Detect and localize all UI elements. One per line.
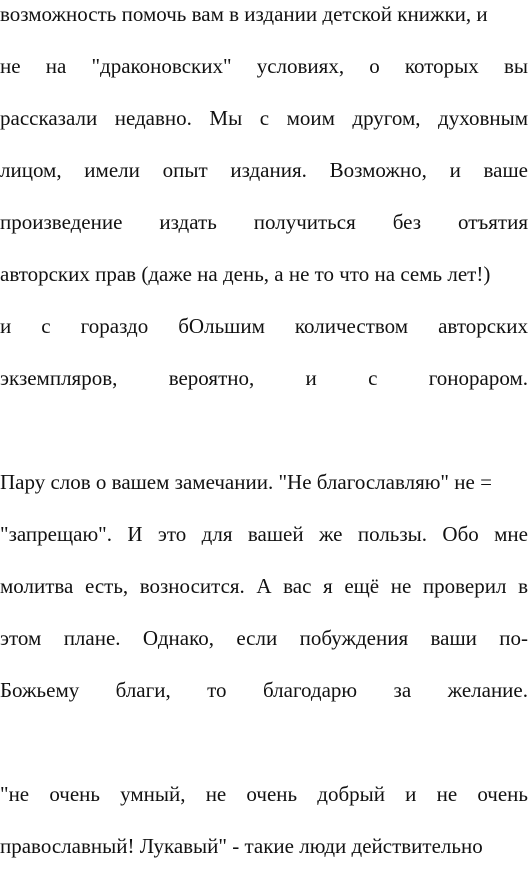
text-line: возможность помочь вам в издании детской книжки, и [0, 2, 488, 26]
text-line: не на "драконовских" условиях, о которых вы [0, 54, 528, 78]
text-line: лицом, имели опыт издания. Возможно, и ваше [0, 158, 528, 182]
text-line: экземпляров, вероятно, и с гонораром. [0, 366, 528, 390]
text-line: и с гораздо бОльшим количеством авторских [0, 314, 528, 338]
paragraph-1 [0, 0, 528, 404]
paragraph-3 [0, 768, 528, 872]
text-line: авторских прав (даже на день, а не то что на семь лет!) [0, 262, 491, 286]
text-line: Божьему благи, то благодарю за желание. [0, 678, 528, 702]
text-line: "не очень умный, не очень добрый и не очень [0, 782, 528, 806]
text-line: Пару слов о вашем замечании. "Не благославляю" не = [0, 470, 492, 494]
text-line: произведение издать получиться без отъятия [0, 210, 528, 234]
text-line: этом плане. Однако, если побуждения ваши по- [0, 626, 528, 650]
text-line: "запрещаю". И это для вашей же пользы. Обо мне [0, 522, 528, 546]
paragraph-gap [0, 716, 528, 768]
text-line: православный! Лукавый" - такие люди действительно [0, 834, 483, 858]
paragraph-gap [0, 404, 528, 456]
paragraph-2 [0, 456, 528, 716]
text-line: рассказали недавно. Мы с моим другом, духовным [0, 106, 528, 130]
text-line: молитва есть, возносится. А вас я ещё не проверил в [0, 574, 528, 598]
